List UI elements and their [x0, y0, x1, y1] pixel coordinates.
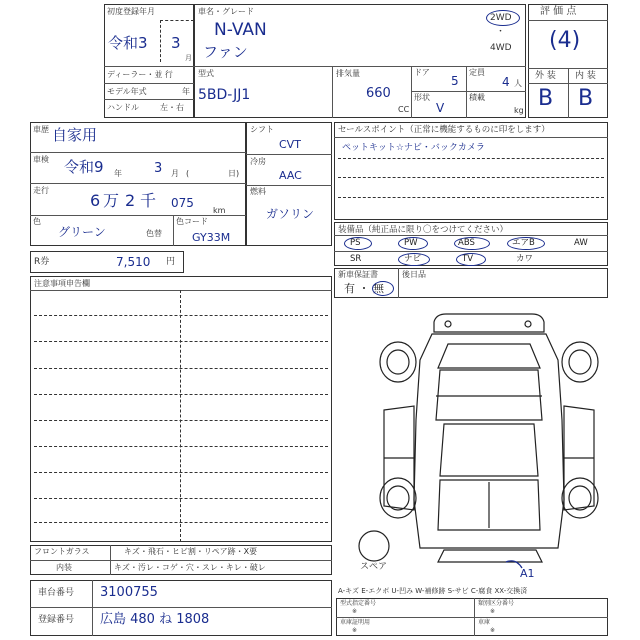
handle-value: 左・右: [160, 103, 184, 112]
color-code: GY33M: [192, 231, 231, 244]
recycle-unit: 円: [166, 257, 176, 267]
inspection-label: 車検: [33, 155, 49, 164]
doors: 5: [451, 74, 459, 88]
equip-leather: カワ: [516, 254, 534, 264]
car-diagram: [336, 300, 608, 585]
repaint-label: 色替: [146, 229, 162, 238]
load-label: 積載: [469, 93, 485, 102]
star-4: ※: [490, 627, 496, 634]
model-label: 型式: [198, 69, 214, 78]
mileage-man: 6: [90, 191, 101, 210]
exterior-grade: B: [538, 86, 554, 111]
first-reg-label: 初度登録年月: [107, 7, 155, 16]
star-1: ※: [352, 608, 358, 615]
exterior-label: 外 装: [535, 71, 556, 81]
km-unit: km: [213, 206, 226, 215]
drive-2wd: 2WD: [490, 13, 512, 23]
history-value: 自家用: [52, 126, 98, 144]
fuel-label: 燃料: [250, 187, 266, 196]
reg-divider: [160, 20, 161, 62]
wheel-rear-right: [562, 478, 598, 518]
shift: CVT: [279, 138, 301, 151]
wheel-front-right: [562, 342, 598, 382]
type-designation-label: 型式指定番号: [340, 600, 377, 607]
chassis-number: 3100755: [100, 585, 158, 600]
cc-unit: CC: [398, 105, 410, 114]
recycle-label: R券: [34, 257, 50, 267]
door-label: ドア: [414, 68, 430, 77]
drive-dot: ・: [496, 27, 506, 37]
plate-label: 登録番号: [38, 615, 75, 625]
circle-abs: [454, 237, 490, 250]
inspection-year-unit: 年: [114, 169, 122, 178]
interior-damage-label: 内装: [56, 563, 72, 572]
handle-label: ハンドル: [107, 103, 139, 112]
reg-era: 令和3: [108, 34, 148, 52]
inspection-month-unit: 月: [171, 169, 179, 178]
rear-bumper: [438, 550, 542, 562]
shape: V: [436, 101, 445, 115]
car-name-label: 車名・グレード: [198, 7, 254, 16]
circle-tv: [456, 253, 486, 266]
chassis-label: 車台番号: [38, 588, 75, 598]
inspection-era: 令和9: [64, 158, 104, 176]
equip-ps: PS: [350, 238, 361, 248]
circle-pw: [398, 237, 428, 250]
year-unit: 年: [182, 87, 190, 96]
rear-label: 後日品: [402, 270, 426, 279]
sales-points-text: ペットキット☆ナビ・バックカメラ: [342, 143, 485, 153]
wheel-front-left: [380, 342, 416, 382]
circle-ps: [344, 237, 372, 250]
fuel: ガソリン: [266, 207, 315, 221]
day-unit: 日): [228, 169, 240, 178]
category-label: 類別区分番号: [478, 600, 515, 607]
plate-number: 広島 480 ね 1808: [100, 612, 210, 627]
score: (4): [549, 28, 581, 53]
car-grade: ファン: [203, 43, 248, 61]
mileage-man-unit: 万: [103, 191, 120, 210]
registration-box: [104, 4, 194, 118]
equip-airbag: エアB: [512, 238, 535, 248]
damage-legend: A-キズ E-エクボ U-凹み W-補修跡 S-サビ C-腐食 XX-交換済: [338, 587, 528, 595]
equip-aw: AW: [574, 238, 588, 248]
displacement: 660: [366, 86, 391, 101]
day-paren: (: [186, 169, 190, 178]
spare-tire: [359, 531, 389, 561]
equip-pw: PW: [404, 238, 418, 248]
front-glass-label: フロントガラス: [34, 547, 90, 556]
color-code-label: 色コード: [176, 217, 208, 226]
front-glass-options: キズ・飛石・ヒビ割・リペア跡・X要: [124, 547, 258, 556]
equipment-label: 装備品（純正品に限り〇をつけてください）: [338, 225, 509, 235]
capacity-label: 定員: [469, 68, 485, 77]
sales-points-label: セールスポイント（正常に機能するものに印をします）: [338, 125, 550, 135]
reg-month: 3: [171, 34, 181, 52]
shift-label: シフト: [250, 125, 274, 134]
wheel-rear-left: [380, 478, 416, 518]
ids-box: [30, 580, 332, 636]
color-label: 色: [33, 217, 41, 226]
mileage-rest: 075: [171, 196, 194, 210]
new-warranty-label: 新車保証書: [338, 270, 378, 279]
drive-4wd: 4WD: [490, 43, 512, 53]
displacement-label: 排気量: [336, 69, 360, 78]
circle-airbag: [507, 237, 545, 250]
score-label: 評 価 点: [540, 6, 577, 17]
circle-none: [372, 281, 394, 296]
circle-navi: [398, 253, 430, 266]
spare-label: スペア: [360, 562, 388, 572]
interior-grade: B: [578, 86, 594, 111]
interior-label: 内 装: [575, 71, 596, 81]
kg-unit: kg: [514, 106, 524, 115]
equip-navi: ナビ: [404, 254, 422, 264]
history-label: 車歴: [33, 125, 49, 134]
color: グリーン: [58, 225, 106, 239]
mileage-sen-unit: 千: [140, 191, 157, 210]
model-code: 5BD-JJ1: [198, 87, 251, 103]
damage-mark: A1: [520, 567, 535, 580]
equip-sr: SR: [350, 254, 362, 264]
recycle-amount: 7,510: [116, 255, 151, 269]
shape-label: 形状: [414, 93, 430, 102]
star-2: ※: [490, 608, 496, 615]
equip-tv: TV: [462, 254, 474, 264]
misc-label: 車庫: [478, 619, 491, 626]
car-name: N-VAN: [214, 20, 267, 40]
aircon: AAC: [279, 169, 302, 182]
aircon-label: 冷房: [250, 157, 266, 166]
capacity-unit: 人: [514, 79, 522, 88]
capacity: 4: [502, 75, 510, 89]
dealer-label: ディーラー・並 行: [107, 70, 173, 79]
star-3: ※: [352, 627, 358, 634]
recycle-box: [30, 251, 184, 273]
equip-abs: ABS: [458, 238, 475, 248]
mileage-label: 走行: [33, 186, 49, 195]
interior-damage-options: キズ・汚レ・コゲ・穴・スレ・キレ・破レ: [114, 563, 266, 572]
mileage-sen: 2: [125, 191, 136, 210]
reg-cert-label: 車庫証明用: [340, 619, 371, 626]
model-year-label: モデル年式: [107, 87, 147, 96]
new-warranty-value: 有 ・ 無: [344, 282, 384, 295]
inspection-month: 3: [154, 161, 163, 176]
notes-label: 注意事項申告欄: [34, 279, 90, 288]
reg-month-unit: 月: [185, 54, 192, 62]
